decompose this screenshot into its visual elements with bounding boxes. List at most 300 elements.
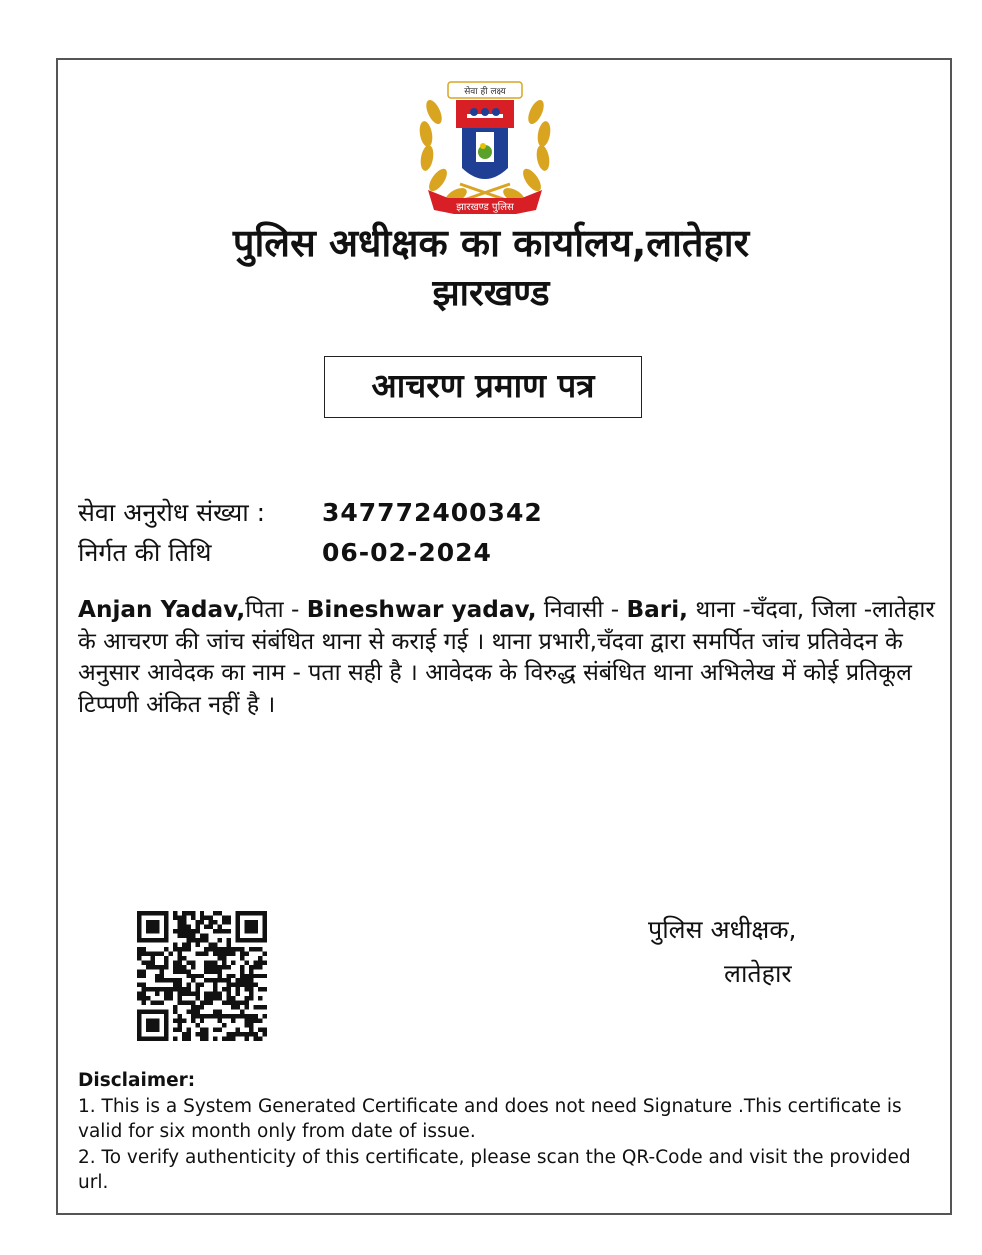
qr-module bbox=[186, 960, 190, 964]
qr-module bbox=[231, 960, 235, 964]
qr-module bbox=[195, 938, 199, 942]
qr-module bbox=[240, 983, 244, 987]
qr-module bbox=[186, 992, 190, 996]
qr-module bbox=[222, 956, 226, 960]
qr-module bbox=[222, 951, 226, 955]
qr-module bbox=[137, 956, 141, 960]
qr-module bbox=[173, 960, 177, 964]
qr-module bbox=[245, 1019, 249, 1023]
qr-module bbox=[258, 1019, 262, 1023]
qr-module bbox=[182, 920, 186, 924]
qr-module bbox=[227, 1032, 231, 1036]
qr-module bbox=[195, 1010, 199, 1014]
qr-module bbox=[236, 992, 240, 996]
qr-module bbox=[150, 956, 154, 960]
qr-module bbox=[213, 1014, 217, 1018]
qr-module bbox=[173, 1005, 177, 1009]
qr-module bbox=[141, 960, 145, 964]
qr-module bbox=[146, 951, 150, 955]
qr-module bbox=[191, 974, 195, 978]
qr-module bbox=[173, 978, 177, 982]
qr-module bbox=[249, 978, 253, 982]
qr-module bbox=[155, 965, 159, 969]
qr-module bbox=[177, 947, 181, 951]
qr-module bbox=[227, 996, 231, 1000]
qr-module bbox=[164, 996, 168, 1000]
qr-module bbox=[200, 911, 204, 915]
qr-module bbox=[249, 974, 253, 978]
qr-module bbox=[240, 956, 244, 960]
qr-module bbox=[204, 978, 208, 982]
qr-module bbox=[141, 969, 145, 973]
qr-module bbox=[218, 992, 222, 996]
qr-module bbox=[177, 1028, 181, 1032]
qr-module bbox=[245, 983, 249, 987]
qr-module bbox=[186, 983, 190, 987]
qr-module bbox=[182, 942, 186, 946]
qr-module bbox=[218, 956, 222, 960]
qr-module bbox=[186, 911, 190, 915]
qr-module bbox=[213, 978, 217, 982]
qr-module bbox=[177, 987, 181, 991]
qr-module bbox=[236, 1014, 240, 1018]
qr-module bbox=[254, 947, 258, 951]
qr-module bbox=[213, 996, 217, 1000]
qr-module bbox=[204, 965, 208, 969]
qr-module bbox=[195, 951, 199, 955]
qr-module bbox=[155, 951, 159, 955]
qr-module bbox=[231, 947, 235, 951]
qr-module bbox=[249, 983, 253, 987]
qr-module bbox=[227, 929, 231, 933]
qr-module bbox=[182, 1001, 186, 1005]
qr-module bbox=[159, 978, 163, 982]
qr-module bbox=[191, 978, 195, 982]
qr-module bbox=[164, 947, 168, 951]
qr-module bbox=[186, 1028, 190, 1032]
signatory-district: लातेहार bbox=[724, 959, 792, 988]
qr-module bbox=[150, 1001, 154, 1005]
qr-module bbox=[200, 1005, 204, 1009]
qr-module bbox=[186, 938, 190, 942]
qr-module bbox=[245, 1023, 249, 1027]
qr-module bbox=[222, 1037, 226, 1041]
disclaimer-section bbox=[78, 1068, 918, 1196]
qr-module bbox=[177, 1023, 181, 1027]
qr-module bbox=[249, 1019, 253, 1023]
qr-module bbox=[177, 960, 181, 964]
qr-module bbox=[195, 1032, 199, 1036]
qr-module bbox=[227, 983, 231, 987]
qr-module bbox=[177, 915, 181, 919]
qr-module bbox=[191, 911, 195, 915]
qr-module bbox=[209, 978, 213, 982]
qr-module bbox=[222, 1001, 226, 1005]
qr-module bbox=[137, 983, 141, 987]
certificate-title: आचरण प्रमाण पत्र bbox=[324, 356, 642, 418]
qr-module bbox=[137, 974, 141, 978]
qr-module bbox=[155, 1001, 159, 1005]
qr-module bbox=[200, 1014, 204, 1018]
qr-module bbox=[191, 933, 195, 937]
qr-module bbox=[222, 915, 226, 919]
qr-module bbox=[150, 960, 154, 964]
qr-module bbox=[231, 974, 235, 978]
qr-module bbox=[254, 960, 258, 964]
qr-module bbox=[173, 1019, 177, 1023]
qr-module bbox=[182, 965, 186, 969]
qr-module bbox=[213, 929, 217, 933]
qr-module bbox=[200, 951, 204, 955]
qr-module bbox=[222, 978, 226, 982]
qr-module bbox=[204, 915, 208, 919]
qr-module bbox=[182, 933, 186, 937]
qr-module bbox=[164, 960, 168, 964]
qr-module bbox=[227, 942, 231, 946]
qr-module bbox=[195, 983, 199, 987]
qr-module bbox=[254, 983, 258, 987]
qr-module bbox=[249, 1032, 253, 1036]
qr-module bbox=[155, 974, 159, 978]
qr-module bbox=[182, 1019, 186, 1023]
qr-module bbox=[218, 938, 222, 942]
qr-module bbox=[177, 983, 181, 987]
qr-module bbox=[218, 969, 222, 973]
qr-module bbox=[245, 951, 249, 955]
qr-module bbox=[173, 1037, 177, 1041]
service-request-label: सेवा अनुरोध संख्या : bbox=[78, 498, 266, 527]
qr-module bbox=[200, 1001, 204, 1005]
qr-module bbox=[204, 924, 208, 928]
qr-module bbox=[245, 1001, 249, 1005]
qr-module bbox=[249, 1014, 253, 1018]
qr-module bbox=[164, 956, 168, 960]
qr-module bbox=[213, 992, 217, 996]
qr-module bbox=[195, 1014, 199, 1018]
qr-module bbox=[191, 960, 195, 964]
qr-module bbox=[191, 1010, 195, 1014]
qr-module bbox=[200, 1019, 204, 1023]
qr-module bbox=[191, 938, 195, 942]
qr-module bbox=[258, 947, 262, 951]
qr-module bbox=[209, 924, 213, 928]
qr-module bbox=[173, 911, 177, 915]
qr-module bbox=[204, 933, 208, 937]
disclaimer-point-1: 1. This is a System Generated Certificate and does not need Signature .This certificate is valid for six month only from date of issue. bbox=[78, 1095, 902, 1142]
qr-module bbox=[177, 1019, 181, 1023]
qr-module bbox=[222, 1023, 226, 1027]
issue-date-label: निर्गत की तिथि bbox=[78, 538, 212, 567]
qr-module bbox=[204, 992, 208, 996]
qr-module bbox=[150, 965, 154, 969]
qr-module bbox=[209, 969, 213, 973]
qr-module bbox=[236, 1032, 240, 1036]
qr-module bbox=[177, 933, 181, 937]
issue-date-value: 06-02-2024 bbox=[322, 538, 492, 567]
qr-module bbox=[186, 942, 190, 946]
qr-module bbox=[254, 965, 258, 969]
qr-module bbox=[141, 947, 145, 951]
qr-module bbox=[195, 929, 199, 933]
qr-module bbox=[227, 987, 231, 991]
qr-module bbox=[227, 974, 231, 978]
qr-module bbox=[200, 974, 204, 978]
qr-module bbox=[177, 929, 181, 933]
qr-module bbox=[263, 987, 267, 991]
qr-module bbox=[213, 947, 217, 951]
qr-module bbox=[195, 924, 199, 928]
qr-module bbox=[137, 969, 141, 973]
qr-module bbox=[245, 974, 249, 978]
qr-module bbox=[195, 974, 199, 978]
qr-module bbox=[240, 951, 244, 955]
qr-module bbox=[213, 920, 217, 924]
qr-module bbox=[222, 960, 226, 964]
qr-module bbox=[182, 915, 186, 919]
qr-module bbox=[204, 1037, 208, 1041]
qr-module bbox=[218, 996, 222, 1000]
qr-module bbox=[245, 1037, 249, 1041]
qr-module bbox=[249, 965, 253, 969]
qr-module bbox=[191, 992, 195, 996]
qr-module bbox=[254, 1014, 258, 1018]
qr-module bbox=[222, 1014, 226, 1018]
qr-module bbox=[168, 996, 172, 1000]
qr-module bbox=[263, 1032, 267, 1036]
qr-module bbox=[191, 1001, 195, 1005]
qr-module bbox=[218, 1014, 222, 1018]
qr-module bbox=[254, 974, 258, 978]
father-label: पिता - bbox=[245, 596, 307, 623]
qr-module bbox=[263, 951, 267, 955]
qr-module bbox=[227, 938, 231, 942]
qr-module bbox=[227, 992, 231, 996]
verification-qr-code[interactable] bbox=[137, 911, 267, 1041]
qr-module bbox=[218, 974, 222, 978]
qr-module bbox=[159, 1001, 163, 1005]
qr-module bbox=[195, 942, 199, 946]
qr-module bbox=[213, 983, 217, 987]
qr-module bbox=[209, 920, 213, 924]
qr-module bbox=[227, 915, 231, 919]
qr-module bbox=[209, 915, 213, 919]
qr-module bbox=[249, 987, 253, 991]
qr-module bbox=[204, 1014, 208, 1018]
qr-module bbox=[213, 1010, 217, 1014]
qr-module bbox=[249, 996, 253, 1000]
qr-module bbox=[204, 960, 208, 964]
qr-module bbox=[150, 987, 154, 991]
qr-module bbox=[168, 987, 172, 991]
qr-module bbox=[231, 1005, 235, 1009]
qr-module bbox=[173, 942, 177, 946]
qr-module bbox=[231, 951, 235, 955]
qr-module bbox=[186, 924, 190, 928]
qr-module bbox=[141, 983, 145, 987]
qr-module bbox=[159, 969, 163, 973]
qr-module bbox=[254, 1019, 258, 1023]
qr-module bbox=[168, 951, 172, 955]
qr-module bbox=[209, 942, 213, 946]
disclaimer-heading: Disclaimer: bbox=[78, 1070, 196, 1091]
qr-module bbox=[204, 996, 208, 1000]
qr-module bbox=[168, 992, 172, 996]
qr-module bbox=[236, 987, 240, 991]
qr-module bbox=[182, 956, 186, 960]
qr-module bbox=[195, 1005, 199, 1009]
qr-module bbox=[146, 987, 150, 991]
qr-module bbox=[213, 942, 217, 946]
qr-module bbox=[209, 947, 213, 951]
office-state: झारखण्ड bbox=[432, 273, 550, 314]
certificate-body bbox=[78, 594, 940, 720]
qr-module bbox=[141, 1001, 145, 1005]
svg-text:सेवा ही लक्ष्य: सेवा ही लक्ष्य bbox=[464, 87, 506, 97]
qr-module bbox=[173, 1010, 177, 1014]
svg-text:झारखण्ड पुलिस: झारखण्ड पुलिस bbox=[456, 202, 514, 213]
qr-module bbox=[195, 987, 199, 991]
qr-module bbox=[191, 965, 195, 969]
qr-module bbox=[258, 987, 262, 991]
issue-date-row bbox=[78, 536, 492, 570]
qr-module bbox=[254, 1005, 258, 1009]
qr-module bbox=[258, 1005, 262, 1009]
qr-module bbox=[218, 924, 222, 928]
qr-module bbox=[231, 996, 235, 1000]
qr-module bbox=[150, 951, 154, 955]
qr-module bbox=[258, 974, 262, 978]
qr-module bbox=[227, 1001, 231, 1005]
qr-module bbox=[159, 965, 163, 969]
qr-module bbox=[182, 947, 186, 951]
qr-module bbox=[182, 987, 186, 991]
qr-module bbox=[218, 1010, 222, 1014]
qr-module bbox=[213, 965, 217, 969]
qr-module bbox=[173, 1028, 177, 1032]
qr-module bbox=[146, 996, 150, 1000]
qr-module bbox=[204, 1032, 208, 1036]
qr-module bbox=[141, 974, 145, 978]
qr-module bbox=[182, 1037, 186, 1041]
qr-module bbox=[177, 969, 181, 973]
qr-module bbox=[159, 974, 163, 978]
qr-module bbox=[249, 1028, 253, 1032]
qr-module bbox=[204, 947, 208, 951]
qr-module bbox=[177, 992, 181, 996]
qr-module bbox=[186, 1032, 190, 1036]
qr-module bbox=[218, 978, 222, 982]
qr-module bbox=[240, 978, 244, 982]
qr-module bbox=[213, 951, 217, 955]
qr-module bbox=[141, 951, 145, 955]
qr-module bbox=[209, 996, 213, 1000]
qr-module bbox=[191, 1005, 195, 1009]
qr-module bbox=[263, 1014, 267, 1018]
qr-module bbox=[146, 965, 150, 969]
qr-module bbox=[213, 987, 217, 991]
qr-module bbox=[240, 1014, 244, 1018]
qr-module bbox=[240, 947, 244, 951]
qr-module bbox=[227, 951, 231, 955]
qr-module bbox=[195, 920, 199, 924]
qr-module bbox=[137, 951, 141, 955]
qr-module bbox=[200, 933, 204, 937]
qr-module bbox=[245, 996, 249, 1000]
qr-module bbox=[245, 1005, 249, 1009]
qr-module bbox=[204, 951, 208, 955]
qr-module bbox=[222, 947, 226, 951]
qr-module bbox=[186, 974, 190, 978]
qr-module bbox=[186, 1010, 190, 1014]
qr-module bbox=[249, 969, 253, 973]
qr-module bbox=[186, 1001, 190, 1005]
qr-module bbox=[227, 965, 231, 969]
qr-module bbox=[177, 996, 181, 1000]
qr-module bbox=[218, 1028, 222, 1032]
qr-module bbox=[222, 929, 226, 933]
qr-module bbox=[236, 983, 240, 987]
village-name: Bari, bbox=[626, 596, 688, 623]
qr-module bbox=[186, 1037, 190, 1041]
qr-module bbox=[164, 978, 168, 982]
qr-module bbox=[209, 965, 213, 969]
qr-module bbox=[245, 1032, 249, 1036]
qr-module bbox=[231, 1037, 235, 1041]
qr-module bbox=[182, 969, 186, 973]
qr-module bbox=[177, 965, 181, 969]
qr-module bbox=[204, 969, 208, 973]
qr-module bbox=[164, 992, 168, 996]
qr-module bbox=[191, 1014, 195, 1018]
qr-module bbox=[173, 915, 177, 919]
qr-module bbox=[231, 1001, 235, 1005]
service-request-row bbox=[78, 496, 543, 530]
qr-module bbox=[258, 956, 262, 960]
service-request-number: 347772400342 bbox=[322, 498, 543, 527]
qr-module bbox=[245, 1014, 249, 1018]
qr-module bbox=[173, 929, 177, 933]
qr-module bbox=[222, 987, 226, 991]
qr-module bbox=[191, 915, 195, 919]
qr-module bbox=[177, 978, 181, 982]
qr-module bbox=[146, 960, 150, 964]
qr-module bbox=[240, 969, 244, 973]
qr-module bbox=[258, 1028, 262, 1032]
qr-module bbox=[218, 911, 222, 915]
qr-module bbox=[231, 1014, 235, 1018]
qr-module bbox=[263, 1028, 267, 1032]
qr-module bbox=[137, 992, 141, 996]
qr-module bbox=[258, 965, 262, 969]
qr-module bbox=[218, 965, 222, 969]
qr-module bbox=[195, 1023, 199, 1027]
qr-module bbox=[186, 987, 190, 991]
disclaimer-point-2: 2. To verify authenticity of this certificate, please scan the QR-Code and visit the provided url. bbox=[78, 1146, 911, 1193]
qr-module bbox=[245, 987, 249, 991]
qr-module bbox=[231, 1032, 235, 1036]
qr-module bbox=[227, 947, 231, 951]
qr-module bbox=[191, 929, 195, 933]
qr-module bbox=[177, 951, 181, 955]
qr-module bbox=[245, 960, 249, 964]
qr-module bbox=[182, 1032, 186, 1036]
qr-module bbox=[182, 924, 186, 928]
qr-module bbox=[218, 929, 222, 933]
qr-module bbox=[195, 996, 199, 1000]
qr-module bbox=[186, 947, 190, 951]
qr-module bbox=[240, 1010, 244, 1014]
qr-module bbox=[200, 920, 204, 924]
